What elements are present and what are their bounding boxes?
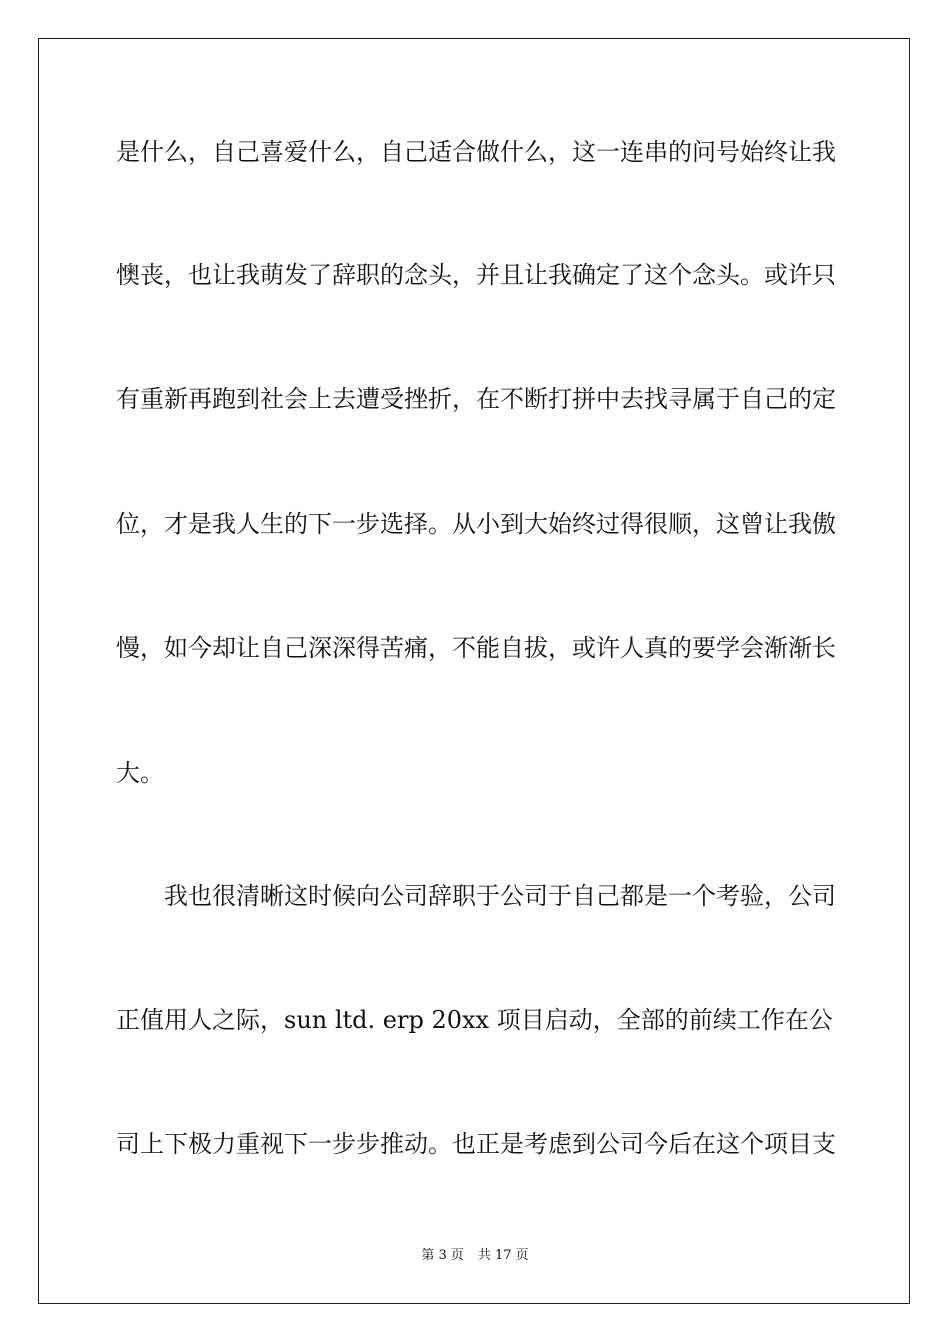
body-line-7: 我也很清晰这时候向公司辞职于公司于自己都是一个考验，公司 xyxy=(164,882,836,910)
body-line-8: 正值用人之际，sun ltd. erp 20xx 项目启动，全部的前续工作在公 xyxy=(116,1006,833,1034)
body-line-6: 大。 xyxy=(116,759,164,787)
body-line-9: 司上下极力重视下一步步推动。也正是考虑到公司今后在这个项目支 xyxy=(116,1130,836,1158)
page-total: 共 17 页 xyxy=(477,1248,529,1263)
page-footer xyxy=(0,1247,950,1265)
page-number: 第 3 页 xyxy=(421,1248,464,1263)
body-line-4: 位，才是我人生的下一步选择。从小到大始终过得很顺，这曾让我傲 xyxy=(116,510,836,538)
body-line-3: 有重新再跑到社会上去遭受挫折，在不断打拼中去找寻属于自己的定 xyxy=(116,385,836,413)
page-border xyxy=(38,38,910,1304)
body-line-2: 懊丧，也让我萌发了辞职的念头，并且让我确定了这个念头。或许只 xyxy=(116,261,836,289)
body-line-5: 慢，如今却让自己深深得苦痛，不能自拔，或许人真的要学会渐渐长 xyxy=(116,634,836,662)
body-line-1: 是什么，自己喜爱什么，自己适合做什么，这一连串的问号始终让我 xyxy=(116,138,836,166)
